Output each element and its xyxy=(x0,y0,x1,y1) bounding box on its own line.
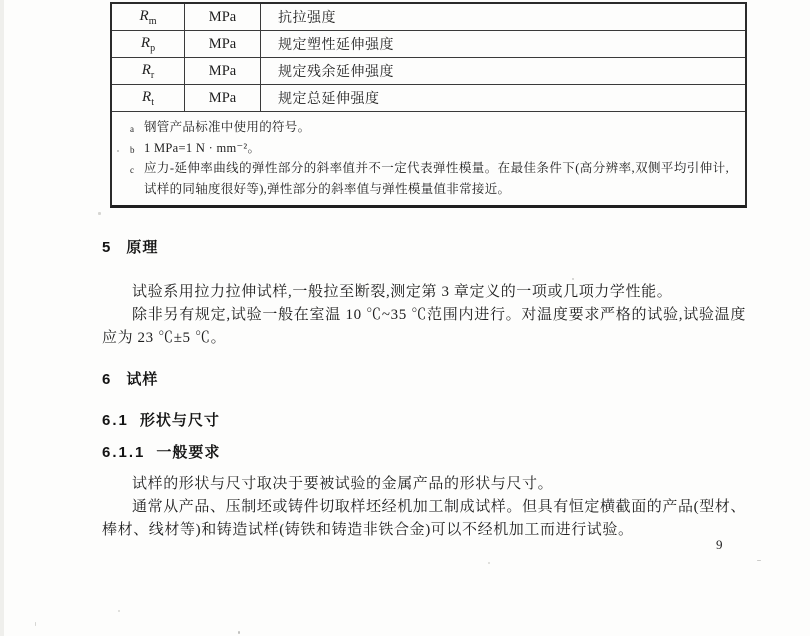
scan-speck xyxy=(572,278,574,280)
symbol-cell xyxy=(112,85,185,111)
paragraph: 试样的形状与尺寸取决于要被试验的金属产品的形状与尺寸。 xyxy=(132,476,554,492)
symbol: R xyxy=(142,88,152,105)
section-title: 一般要求 xyxy=(156,444,221,461)
definition-cell: 规定塑性延伸强度 xyxy=(278,38,394,53)
unit-cell: MPa xyxy=(185,31,261,57)
symbol-cell xyxy=(112,4,185,30)
unit-cell: MPa xyxy=(185,85,261,111)
scan-speck xyxy=(238,631,240,634)
section-number: 6.1.1 xyxy=(102,444,146,461)
symbol-subscript: r xyxy=(150,69,155,81)
section-title: 原理 xyxy=(126,239,159,256)
paragraph: 除非另有规定,试验一般在室温 10 ℃~35 ℃范围内进行。对温度要求严格的试验,试验温度应为 23 ℃±5 ℃。 xyxy=(102,307,746,346)
symbols-table xyxy=(110,2,747,208)
section-number: 5 xyxy=(102,239,113,256)
footnote-marker: a xyxy=(130,124,135,134)
symbol: R xyxy=(141,61,151,78)
page-number: 9 xyxy=(716,537,723,552)
table-footnotes xyxy=(112,112,745,205)
symbol: R xyxy=(140,34,151,51)
section-heading-6-1 xyxy=(102,409,220,430)
scan-edge-shadow xyxy=(0,0,4,636)
unit-cell: MPa xyxy=(185,4,261,30)
symbol-cell xyxy=(112,31,185,57)
paragraph: 试验系用拉力拉伸试样,一般拉至断裂,测定第 3 章定义的一项或几项力学性能。 xyxy=(132,284,673,300)
scan-speck xyxy=(118,610,120,612)
footnote-text: 应力-延伸率曲线的弹性部分的斜率值并不一定代表弹性模量。在最佳条件下(高分辨率,双侧平均引伸计,试样的同轴度很好等),弹性部分的斜率值与弹性模量值非常接近。 xyxy=(144,161,729,196)
footnote-marker: c xyxy=(130,165,135,175)
table-row xyxy=(112,58,745,85)
section-heading-6 xyxy=(102,368,158,389)
footnote xyxy=(130,138,729,159)
unit-cell: MPa xyxy=(185,58,261,84)
section-title: 形状与尺寸 xyxy=(139,412,220,429)
footnote-marker: b xyxy=(130,144,135,155)
scan-speck xyxy=(35,622,36,626)
section-number: 6.1 xyxy=(102,412,129,429)
symbol-subscript: m xyxy=(148,15,157,27)
scan-speck xyxy=(117,150,119,152)
section-heading-6-1-1 xyxy=(102,441,220,462)
footnote-text: 1 MPa=1 N · mm⁻²。 xyxy=(144,140,261,155)
table-row xyxy=(112,31,745,58)
symbol: R xyxy=(139,7,149,24)
paragraph: 通常从产品、压制坯或铸件切取样坯经机加工制成试样。但具有恒定横截面的产品(型材、棒材、线材等)和铸造试样(铸铁和铸造非铁合金)可以不经机加工而进行试验。 xyxy=(102,499,746,538)
symbol-cell xyxy=(112,58,185,84)
footnote xyxy=(130,158,729,199)
scan-speck xyxy=(488,562,490,564)
footnote xyxy=(130,117,729,138)
table-row xyxy=(112,85,745,112)
scan-speck xyxy=(98,212,101,215)
table-row xyxy=(112,4,745,31)
definition-cell: 抗拉强度 xyxy=(278,11,336,26)
definition-cell: 规定总延伸强度 xyxy=(278,92,380,107)
footnote-text: 钢管产品标准中使用的符号。 xyxy=(144,120,311,134)
symbol-subscript: t xyxy=(151,96,154,108)
section-heading-5 xyxy=(102,236,158,257)
definition-cell: 规定残余延伸强度 xyxy=(278,65,394,80)
section-number: 6 xyxy=(102,371,113,388)
symbol-subscript: p xyxy=(150,42,156,54)
scan-speck xyxy=(757,560,761,561)
section-title: 试样 xyxy=(126,371,159,388)
